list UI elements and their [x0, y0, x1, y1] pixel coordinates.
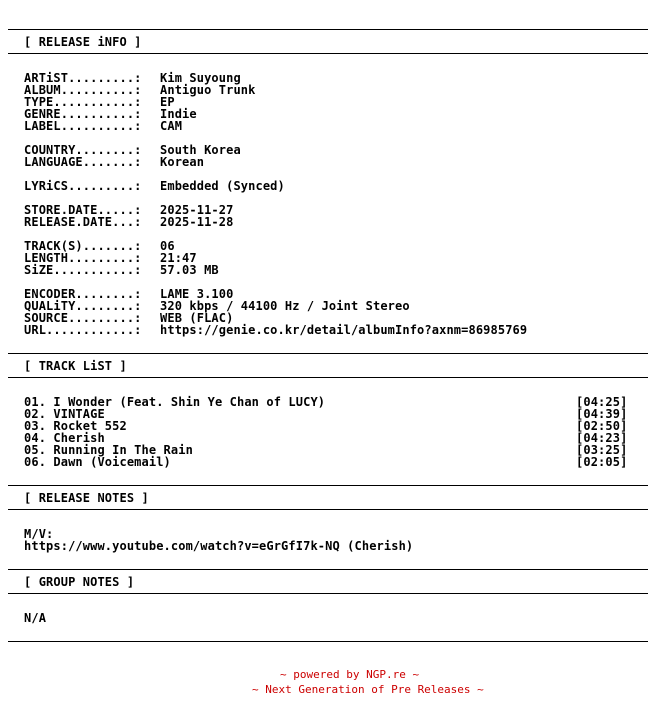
info-value-release-date: 2025-11-28 — [160, 215, 234, 229]
info-label-length: LENGTH.........: — [24, 251, 142, 265]
info-label-source: SOURCE.........: — [24, 311, 142, 325]
section-title-release-info: [ RELEASE iNFO ] — [24, 35, 142, 49]
info-value-length: 21:47 — [160, 251, 197, 265]
info-label-url: URL............: — [24, 323, 142, 337]
divider — [8, 485, 648, 486]
info-value-encoder: LAME 3.100 — [160, 287, 234, 301]
info-label-artist: ARTiST.........: — [24, 71, 142, 85]
divider — [8, 377, 648, 378]
info-label-encoder: ENCODER........: — [24, 287, 142, 301]
info-value-lyrics: Embedded (Synced) — [160, 179, 285, 193]
release-notes-mv-label: M/V: — [24, 527, 54, 541]
info-label-release-date: RELEASE.DATE...: — [24, 215, 142, 229]
info-value-size: 57.03 MB — [160, 263, 219, 277]
info-label-genre: GENRE..........: — [24, 107, 142, 121]
info-label-language: LANGUAGE.......: — [24, 155, 142, 169]
info-label-lyrics: LYRiCS.........: — [24, 179, 142, 193]
info-value-url: https://genie.co.kr/detail/albumInfo?axnm=86985769 — [160, 323, 528, 337]
track-duration: [02:05] — [576, 455, 628, 469]
track-title: 06. Dawn (Voicemail) — [24, 455, 171, 469]
info-value-artist: Kim Suyoung — [160, 71, 241, 85]
info-value-source: WEB (FLAC) — [160, 311, 234, 325]
track-duration: [04:39] — [576, 407, 628, 421]
info-label-album: ALBUM..........: — [24, 83, 142, 97]
info-value-type: EP — [160, 95, 175, 109]
section-title-group-notes: [ GROUP NOTES ] — [24, 575, 135, 589]
divider — [8, 29, 648, 30]
track-title: 04. Cherish — [24, 431, 105, 445]
info-label-store-date: STORE.DATE.....: — [24, 203, 142, 217]
info-label-tracks: TRACK(S).......: — [24, 239, 142, 253]
divider — [8, 569, 648, 570]
info-value-genre: Indie — [160, 107, 197, 121]
footer-tagline: ~ Next Generation of Pre Releases ~ — [252, 683, 484, 696]
track-title: 03. Rocket 552 — [24, 419, 127, 433]
track-duration: [04:23] — [576, 431, 628, 445]
info-label-type: TYPE...........: — [24, 95, 142, 109]
track-duration: [02:50] — [576, 419, 628, 433]
info-value-store-date: 2025-11-27 — [160, 203, 234, 217]
divider — [8, 353, 648, 354]
info-label-label: LABEL..........: — [24, 119, 142, 133]
info-value-label: CAM — [160, 119, 183, 133]
section-title-release-notes: [ RELEASE NOTES ] — [24, 491, 149, 505]
track-duration: [04:25] — [576, 395, 628, 409]
info-value-country: South Korea — [160, 143, 241, 157]
track-title: 01. I Wonder (Feat. Shin Ye Chan of LUCY) — [24, 395, 326, 409]
divider — [8, 509, 648, 510]
track-title: 02. VINTAGE — [24, 407, 105, 421]
info-value-album: Antiguo Trunk — [160, 83, 256, 97]
divider — [8, 593, 648, 594]
track-title: 05. Running In The Rain — [24, 443, 193, 457]
info-label-country: COUNTRY........: — [24, 143, 142, 157]
release-notes-mv-link[interactable]: https://www.youtube.com/watch?v=eGrGfI7k-NQ (Cherish) — [24, 539, 414, 553]
track-duration: [03:25] — [576, 443, 628, 457]
group-notes-text: N/A — [24, 611, 47, 625]
info-label-size: SiZE...........: — [24, 263, 142, 277]
info-label-quality: QUALiTY........: — [24, 299, 142, 313]
divider — [8, 53, 648, 54]
section-title-track-list: [ TRACK LiST ] — [24, 359, 127, 373]
info-value-quality: 320 kbps / 44100 Hz / Joint Stereo — [160, 299, 410, 313]
divider — [8, 641, 648, 642]
info-value-tracks: 06 — [160, 239, 175, 253]
footer-powered-by: ~ powered by NGP.re ~ — [280, 668, 420, 681]
info-value-language: Korean — [160, 155, 205, 169]
